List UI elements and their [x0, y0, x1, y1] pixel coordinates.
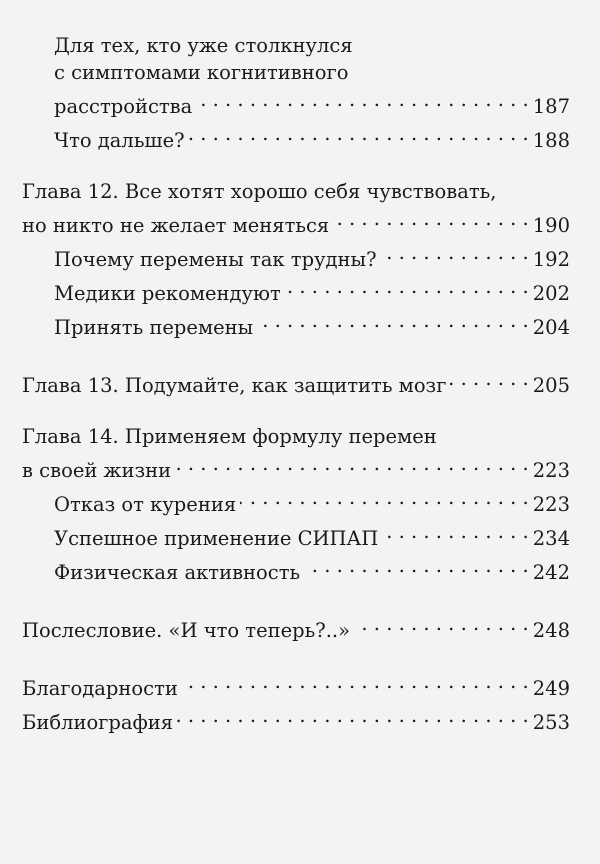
toc-row — [22, 610, 570, 644]
page-number: 249 — [532, 677, 570, 700]
toc-title-line: Библиография — [22, 711, 174, 734]
toc-title-line: Что дальше? — [54, 129, 185, 152]
dot-leader — [304, 552, 529, 579]
dot-leader — [354, 610, 529, 637]
toc-subentry[interactable] — [22, 239, 570, 273]
page-number: 192 — [532, 248, 570, 271]
dot-leader — [175, 450, 529, 477]
toc-title-line: Физическая активность — [54, 561, 301, 584]
toc-row — [22, 702, 570, 736]
section-gap — [22, 399, 570, 423]
toc-title-line: Успешное применение СИПАП — [54, 527, 379, 550]
toc-title-line: Отказ от курения — [54, 493, 237, 516]
toc-subentry[interactable] — [22, 120, 570, 154]
toc-title-line: Глава 12. Все хотят хорошо себя чувствовать, — [22, 180, 497, 203]
page-number: 223 — [532, 493, 570, 516]
toc-title-line: Принять перемены — [54, 316, 254, 339]
toc-subentry[interactable] — [22, 552, 570, 586]
toc-entry[interactable] — [22, 178, 570, 239]
toc-subentry[interactable] — [22, 484, 570, 518]
toc-row — [54, 484, 570, 518]
toc-row — [54, 86, 570, 120]
toc-row — [54, 239, 570, 273]
toc-row — [54, 273, 570, 307]
toc-entry[interactable] — [22, 610, 570, 644]
page-number: 204 — [532, 316, 570, 339]
dot-leader — [196, 86, 528, 113]
section-gap — [22, 644, 570, 668]
page-number: 205 — [532, 374, 570, 397]
toc-title-line: Глава 13. Подумайте, как защитить мозг — [22, 374, 447, 397]
dot-leader — [182, 668, 529, 695]
dot-leader — [333, 205, 529, 232]
page-number: 190 — [532, 214, 570, 237]
toc-subentry[interactable] — [22, 32, 570, 120]
toc-row — [54, 518, 570, 552]
toc-row — [54, 552, 570, 586]
toc-title-line: с симптомами когнитивного — [54, 61, 349, 84]
page-number: 248 — [532, 619, 570, 642]
section-gap — [22, 586, 570, 610]
toc-subentry[interactable] — [22, 273, 570, 307]
toc-title-line: в своей жизни — [22, 459, 172, 482]
toc-title-line: расстройства — [54, 95, 193, 118]
dot-leader — [240, 484, 529, 511]
dot-leader — [285, 273, 529, 300]
toc-subentry[interactable] — [22, 307, 570, 341]
toc-row — [54, 307, 570, 341]
dot-leader — [257, 307, 529, 334]
toc-row — [54, 120, 570, 154]
toc-row — [22, 365, 570, 399]
toc-entry[interactable] — [22, 423, 570, 484]
page-number: 188 — [532, 129, 570, 152]
dot-leader — [189, 120, 529, 147]
toc-title-line: Почему перемены так трудны? — [54, 248, 377, 271]
toc-title-line: но никто не желает меняться — [22, 214, 330, 237]
page-number: 242 — [532, 561, 570, 584]
toc-row — [22, 205, 570, 239]
toc-title-line: Для тех, кто уже столкнулся — [54, 34, 353, 57]
dot-leader — [450, 365, 528, 392]
dot-leader — [177, 702, 529, 729]
toc-title-line: Благодарности — [22, 677, 178, 700]
toc-row — [22, 668, 570, 702]
page-number: 223 — [532, 459, 570, 482]
toc-entry[interactable] — [22, 365, 570, 399]
toc-subentry[interactable] — [22, 518, 570, 552]
toc-entry[interactable] — [22, 702, 570, 736]
toc-title-line: Медики рекомендуют — [54, 282, 281, 305]
section-gap — [22, 341, 570, 365]
page-number: 253 — [532, 711, 570, 734]
toc-title-line: Глава 14. Применяем формулу перемен — [22, 425, 437, 448]
toc-row — [22, 450, 570, 484]
toc-entry[interactable] — [22, 668, 570, 702]
toc-title-line: Послесловие. «И что теперь?..» — [22, 619, 351, 642]
page-number: 187 — [532, 95, 570, 118]
dot-leader — [382, 518, 528, 545]
section-gap — [22, 154, 570, 178]
dot-leader — [381, 239, 529, 266]
page-number: 202 — [532, 282, 570, 305]
table-of-contents — [22, 32, 570, 736]
page-number: 234 — [532, 527, 570, 550]
